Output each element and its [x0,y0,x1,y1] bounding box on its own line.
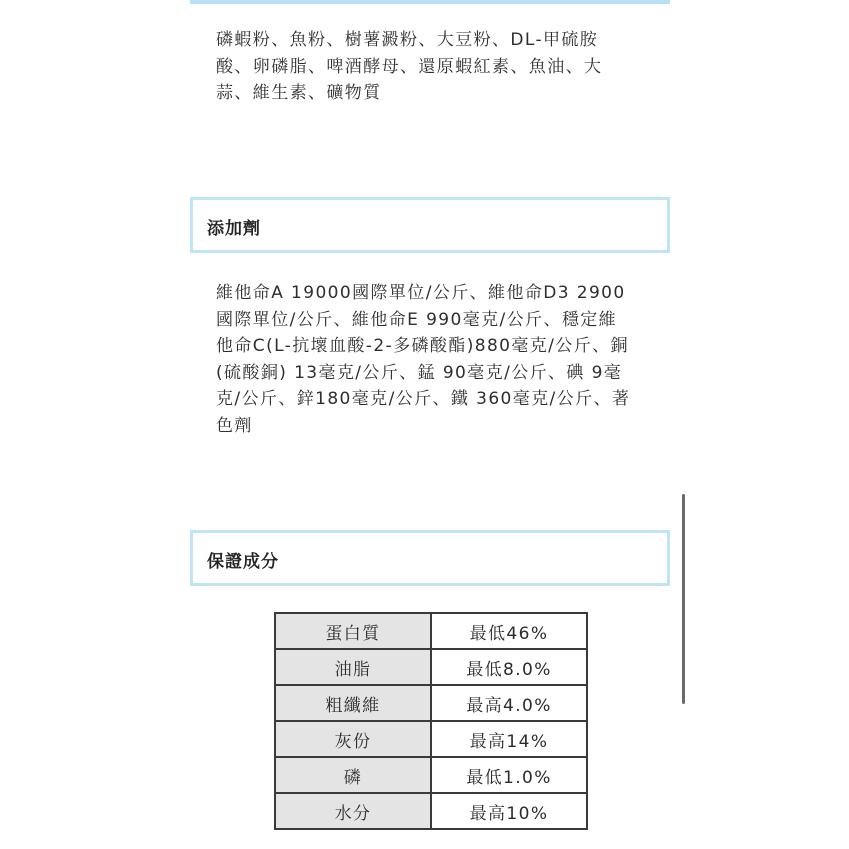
ingredients-line: 酸、卵磷脂、啤酒酵母、還原蝦紅素、魚油、大 [216,56,603,77]
top-section-border [190,0,670,4]
table-row [275,613,587,649]
table-row [275,793,587,829]
table-row [275,649,587,685]
additives-heading-box [190,197,670,253]
additives-heading: 添加劑 [207,219,261,239]
nutrient-name: 蛋白質 [275,613,431,649]
additives-line: 他命C(L-抗壞血酸-2-多磷酸酯)880毫克/公斤、銅 [216,336,629,356]
nutrient-name: 水分 [275,793,431,829]
nutrient-name: 油脂 [275,649,431,685]
nutrient-value: 最低46% [431,613,587,649]
additives-line: 色劑 [216,415,253,436]
scrollbar-thumb[interactable] [682,494,685,704]
table-row [275,721,587,757]
nutrient-name: 磷 [275,757,431,793]
nutrient-name: 灰份 [275,721,431,757]
table-row [275,757,587,793]
table-row [275,685,587,721]
guaranteed-analysis-table [274,612,588,830]
additives-line: 維他命A 19000國際單位/公斤、維他命D3 2900 [216,283,626,303]
guarantee-heading-box [190,530,670,586]
ingredients-line: 磷蝦粉、魚粉、樹薯澱粉、大豆粉、DL-甲硫胺 [216,30,599,50]
ingredients-line: 蒜、維生素、礦物質 [216,83,382,103]
additives-line: 國際單位/公斤、維他命E 990毫克/公斤、穩定維 [216,309,618,330]
ingredients-text [216,27,636,107]
nutrient-value: 最高14% [431,721,587,757]
guarantee-heading: 保證成分 [207,552,279,572]
nutrient-value: 最高4.0% [431,685,587,721]
additives-line: (硫酸銅) 13毫克/公斤、錳 90毫克/公斤、碘 9毫 [216,362,623,383]
nutrient-value: 最低1.0% [431,757,587,793]
nutrient-value: 最高10% [431,793,587,829]
nutrient-name: 粗纖維 [275,685,431,721]
additives-line: 克/公斤、鋅180毫克/公斤、鐵 360毫克/公斤、著 [216,389,631,409]
additives-text [216,280,648,439]
nutrient-value: 最低8.0% [431,649,587,685]
